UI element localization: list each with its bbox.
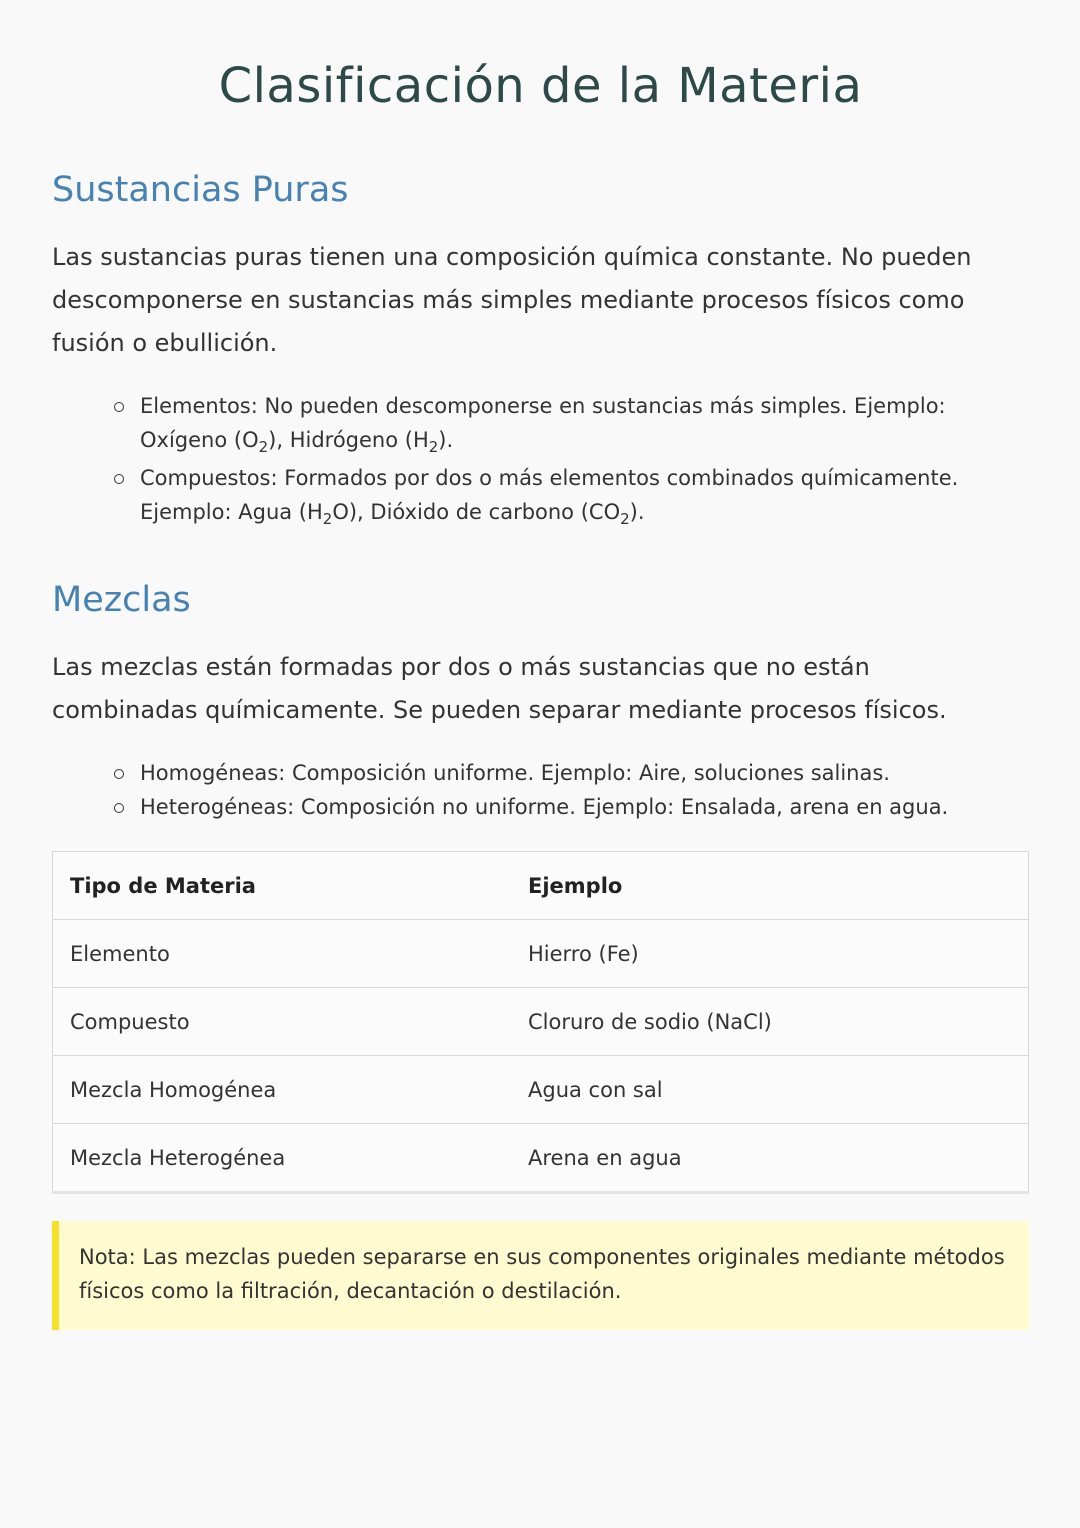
table-cell-type: Mezcla Heterogénea bbox=[70, 1146, 286, 1170]
table-cell-example: Hierro (Fe) bbox=[528, 941, 639, 966]
section-heading-mixtures: Mezclas bbox=[52, 580, 191, 620]
mixtures-paragraph: Las mezclas están formadas por dos o más sustancias que no están combinadas químicamente. Se pueden separar mediante procesos físicos. bbox=[52, 653, 947, 724]
list-item-compounds: Compuestos: Formados por dos o más elementos combinados químicamente. Ejemplo: Agua $(H_2O)$, Dióxido de carbono $(CO_2)$. bbox=[114, 461, 1019, 529]
table-row bbox=[53, 1056, 1028, 1124]
note-callout: Nota: Las mezclas pueden separarse en sus componentes originales mediante métodos físicos como la filtración, decantación o destilación. bbox=[52, 1221, 1029, 1330]
table-header-example: Ejemplo bbox=[528, 873, 623, 898]
table-row bbox=[53, 988, 1028, 1056]
table-header-type: Tipo de Materia bbox=[70, 873, 256, 898]
pure-substances-paragraph: Las sustancias puras tienen una composición química constante. No pueden descomponerse en sustancias más simples mediante procesos físicos como fusión o ebullición. bbox=[52, 243, 972, 357]
table-cell-type: Compuesto bbox=[70, 1009, 190, 1034]
mixtures-list bbox=[114, 756, 1019, 824]
table-cell-type: Elemento bbox=[70, 941, 170, 966]
list-item-elements: Elementos: No pueden descomponerse en sustancias más simples. Ejemplo: Oxígeno $(O_2)$, Hidrógeno $(H_2)$. bbox=[114, 389, 1019, 457]
table-row bbox=[53, 920, 1028, 988]
table-cell-type: Mezcla Homogénea bbox=[70, 1077, 277, 1102]
pure-substances-list bbox=[114, 389, 1019, 529]
list-item-heterogeneous: Heterogéneas: Composición no uniforme. Ejemplo: Ensalada, arena en agua. bbox=[114, 790, 1019, 824]
section-heading-pure-substances: Sustancias Puras bbox=[52, 170, 349, 210]
page-title: Clasificación de la Materia bbox=[218, 58, 863, 114]
table-cell-example: Agua con sal bbox=[528, 1077, 663, 1102]
table-header-row bbox=[53, 852, 1028, 920]
matter-types-table bbox=[52, 851, 1029, 1193]
table-bottom-shadow bbox=[52, 1191, 1029, 1194]
table-cell-example: Cloruro de sodio (NaCl) bbox=[528, 1009, 772, 1034]
table-row bbox=[53, 1124, 1028, 1192]
list-item-homogeneous: Homogéneas: Composición uniforme. Ejemplo: Aire, soluciones salinas. bbox=[114, 756, 1019, 790]
table-cell-example: Arena en agua bbox=[528, 1146, 682, 1170]
